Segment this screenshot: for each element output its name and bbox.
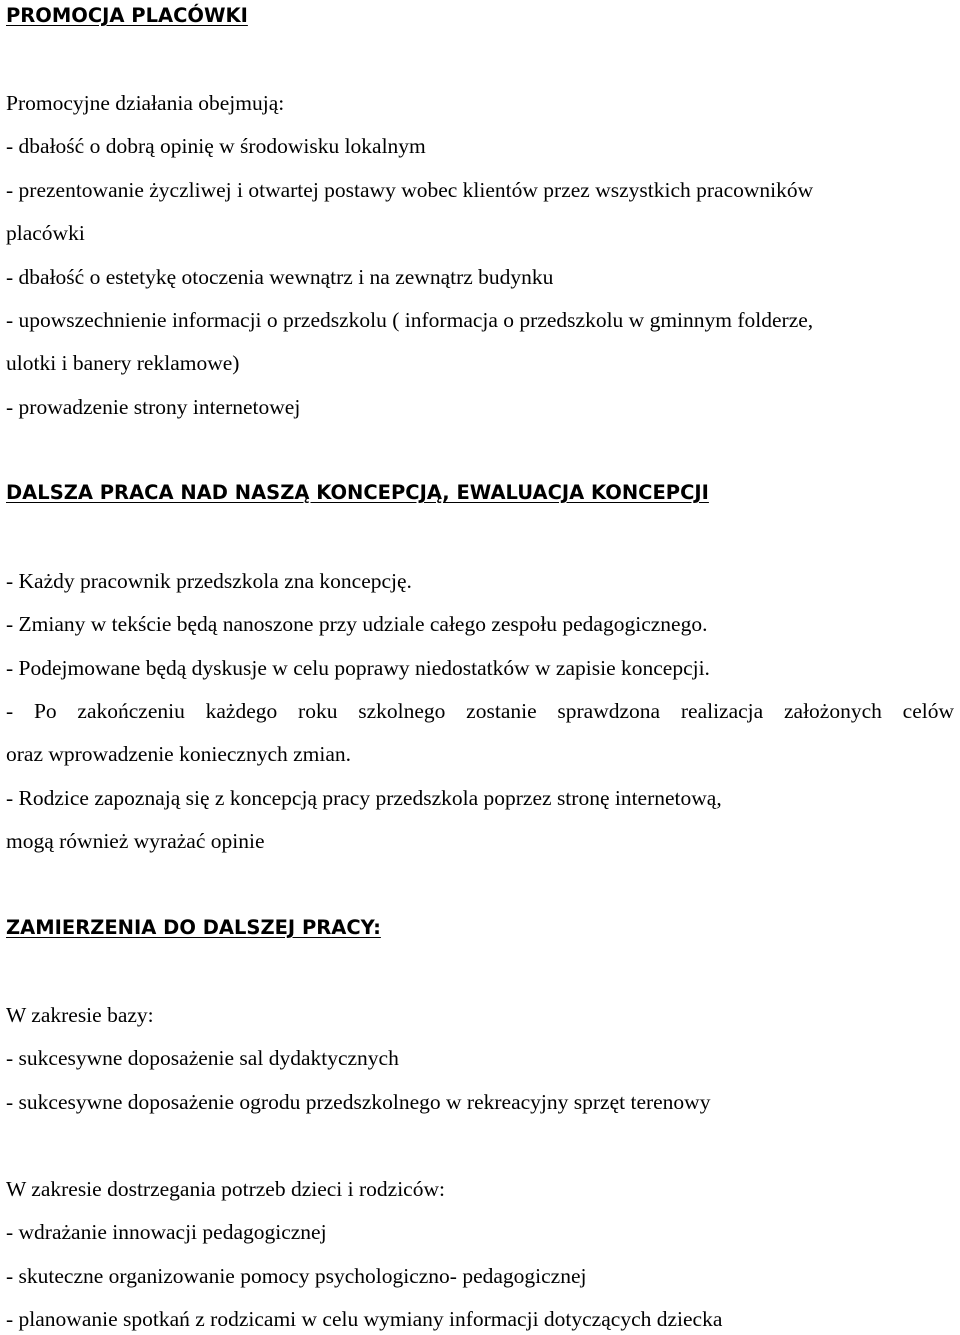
promotion-line: ulotki i banery reklamowe): [6, 351, 240, 375]
concept-line: mogą również wyrażać opinie: [6, 829, 265, 853]
promotion-intro: Promocyjne działania obejmują:: [6, 91, 285, 115]
needs-line: - planowanie spotkań z rodzicami w celu wymiany informacji dotyczących dziecka: [6, 1307, 723, 1331]
page-title: PROMOCJA PLACÓWKI: [6, 4, 248, 27]
plans-heading: ZAMIERZENIA DO DALSZEJ PRACY:: [6, 916, 381, 939]
base-line: - sukcesywne doposażenie ogrodu przedszkolnego w rekreacyjny sprzęt terenowy: [6, 1090, 711, 1114]
promotion-line: - prezentowanie życzliwej i otwartej postawy wobec klientów przez wszystkich pracowników: [6, 178, 814, 202]
concept-line: - Po zakończeniu każdego roku szkolnego zostanie sprawdzona realizacja założonych celów: [6, 699, 954, 723]
needs-intro: W zakresie dostrzegania potrzeb dzieci i rodziców:: [6, 1177, 445, 1201]
concept-heading: DALSZA PRACA NAD NASZĄ KONCEPCJĄ, EWALUACJA KONCEPCJI: [6, 481, 709, 504]
promotion-line: - upowszechnienie informacji o przedszkolu ( informacja o przedszkolu w gminnym folderze,: [6, 308, 814, 332]
promotion-line: placówki: [6, 221, 85, 245]
concept-line: - Zmiany w tekście będą nanoszone przy udziale całego zespołu pedagogicznego.: [6, 612, 708, 636]
promotion-line: - prowadzenie strony internetowej: [6, 395, 301, 419]
promotion-line: - dbałość o estetykę otoczenia wewnątrz i na zewnątrz budynku: [6, 265, 554, 289]
concept-line: oraz wprowadzenie koniecznych zmian.: [6, 742, 352, 766]
needs-line: - wdrażanie innowacji pedagogicznej: [6, 1220, 327, 1244]
needs-line: - skuteczne organizowanie pomocy psychologiczno- pedagogicznej: [6, 1264, 587, 1288]
concept-line: - Każdy pracownik przedszkola zna koncepcję.: [6, 569, 412, 593]
base-line: - sukcesywne doposażenie sal dydaktycznych: [6, 1046, 399, 1070]
base-intro: W zakresie bazy:: [6, 1003, 154, 1027]
concept-line: - Podejmowane będą dyskusje w celu poprawy niedostatków w zapisie koncepcji.: [6, 656, 710, 680]
concept-line: - Rodzice zapoznają się z koncepcją pracy przedszkola poprzez stronę internetową,: [6, 786, 722, 810]
promotion-line: - dbałość o dobrą opinię w środowisku lokalnym: [6, 134, 426, 158]
